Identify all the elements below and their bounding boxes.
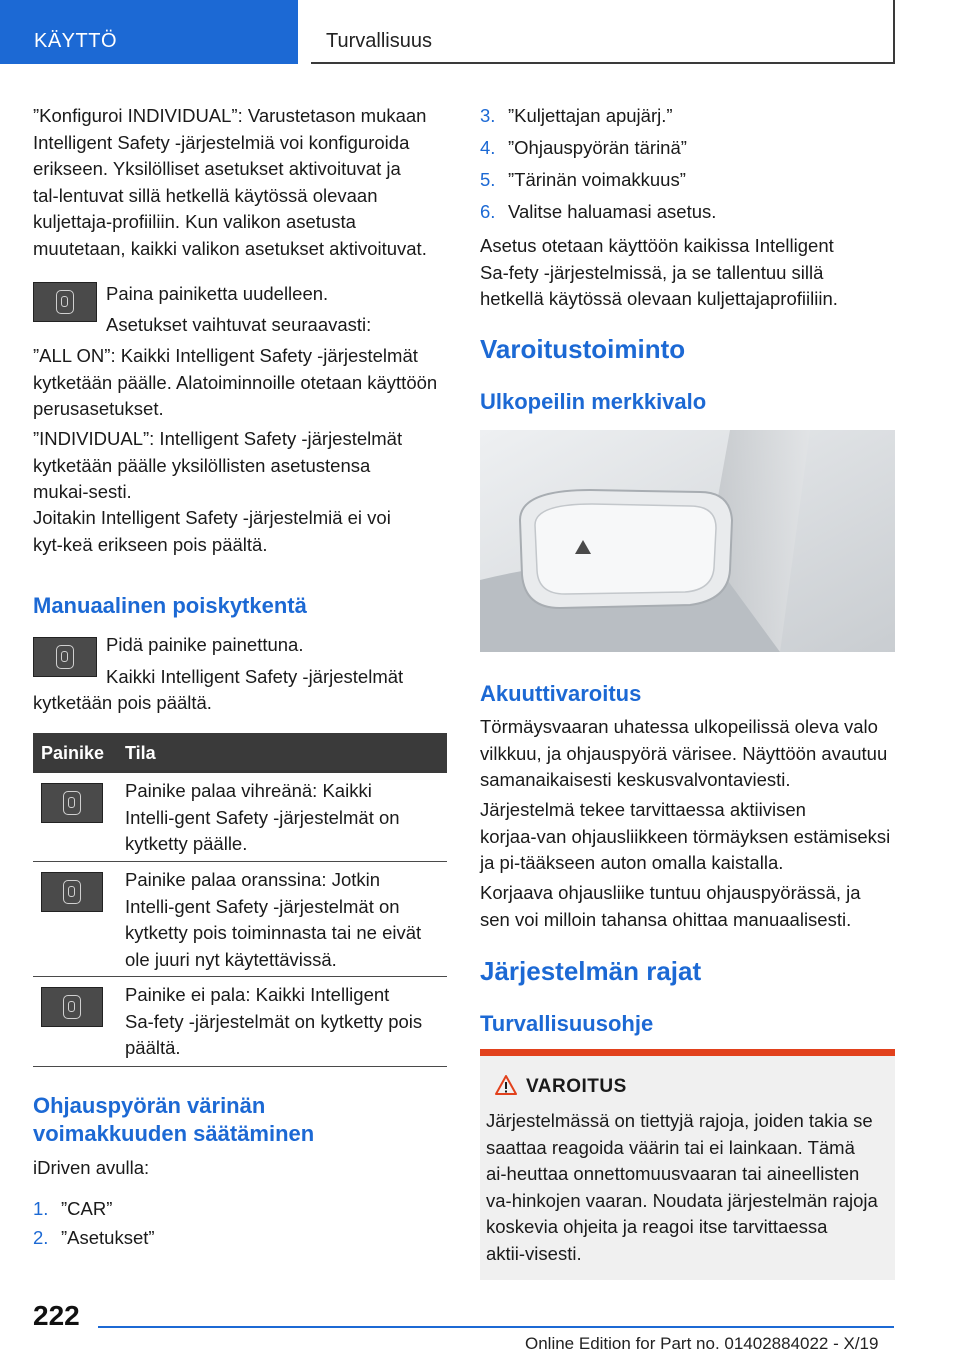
footer-edition: Online Edition for Part no. 01402884022 - X/19 [525,1334,879,1353]
step-number: 3. [480,105,496,126]
system-limits-heading: Järjestelmän rajat [480,956,702,986]
warning-bar [480,1049,895,1056]
table-cell-state: Painike palaa oranssina: Jotkin Intelli‑gent Safety ‑järjestelmät on kytketty pois toiminnasta tai ne eivät ole juuri nyt käytettävissä. [125,869,422,970]
safety-note-heading: Turvallisuusohje [480,1011,654,1036]
all-off-text-b: kytketään pois päältä. [33,692,212,713]
table-col-button: Painike [41,743,105,763]
header-section-tab [0,0,298,64]
table-cell-state: Painike ei pala: Kaikki Intelligent Sa‑fety ‑järjestelmät on kytketty pois päältä. [125,984,423,1058]
warning-title: VAROITUS [526,1076,627,1097]
table-col-state: Tila [125,743,156,763]
setting-applied-paragraph: Asetus otetaan käyttöön kaikissa Intelligent Sa‑fety ‑järjestelmissä, ja se tallentuu sillä hetkellä käytössä olevaan kuljettajaprofiiliin. [480,235,838,309]
step-item [480,135,687,162]
header-title-box [311,0,895,64]
step-text: ”Asetukset” [61,1227,155,1248]
press-again-text: Paina painiketta uudelleen. [106,283,329,304]
header-section-label: KÄYTTÖ [34,30,118,52]
acute-paragraph-3: Korjaava ohjausliike tuntuu ohjauspyörässä, ja sen voi milloin tahansa ohittaa manuaalisesti. [480,882,861,930]
step-text: ”CAR” [61,1198,113,1219]
intro-paragraph: ”Konfiguroi INDIVIDUAL”: Varustetason mukaan Intelligent Safety ‑järjestelmiä voi konfiguroida erikseen. Yksilölliset asetukset aktivoituvat ja tal‑lentuvat sillä hetkellä käytössä olevaan kuljettaja‑profiiliin. Kun valikon asetusta muutetaan, kaikki valikon asetukset aktivoituvat. [33,105,427,259]
acute-paragraph-1: Törmäysvaaran uhatessa ulkopeilissä oleva valo vilkkuu, ja ohjauspyörä värisee. Näyttöön avautuu samanaikaisesti keskusvalvontaviesti. [480,716,888,790]
step-number: 2. [33,1227,49,1248]
step-item [480,167,686,194]
step-text: Valitse haluamasi asetus. [508,201,717,222]
hold-button-text: Pidä painike painettuna. [106,634,304,655]
idrive-text: iDriven avulla: [33,1157,150,1178]
warning-text: Järjestelmässä on tiettyjä rajoja, joiden takia se saattaa reagoida väärin tai ei lainkaan. Tämä ai‑heuttaa onnettomuusvaaran tai aineellisten va‑hinkojen vaaran. Noudata järjestelmän rajoja koskevia ohjeita ja reagoi itse tarvittaessa aktii‑visesti. [486,1110,878,1264]
side-mirror-illustration [480,430,895,652]
acute-warning-heading: Akuuttivaroitus [480,681,642,706]
step-number: 1. [33,1198,49,1219]
header-title: Turvallisuus [326,30,432,52]
mirror-light-heading: Ulkopeilin merkkivalo [480,389,707,414]
step-item [480,199,716,226]
safety-button-icon [33,282,97,322]
settings-change-text: Asetukset vaihtuvat seuraavasti: [106,314,372,335]
warning-triangle-icon [494,1074,518,1096]
warning-box [480,1056,895,1280]
safety-button-icon [41,987,103,1027]
table-row [33,773,447,862]
step-text: ”Kuljettajan apujärj.” [508,105,673,126]
step-text: ”Ohjauspyörän tärinä” [508,137,687,158]
safety-button-icon [41,872,103,912]
step-item [33,1196,112,1223]
step-number: 5. [480,169,496,190]
some-systems-paragraph: Joitakin Intelligent Safety ‑järjestelmiä ei voi kyt‑keä erikseen pois päältä. [33,507,391,555]
table-row [33,862,447,977]
step-number: 4. [480,137,496,158]
safety-button-icon [33,637,97,677]
acute-paragraph-2: Järjestelmä tekee tarvittaessa aktiivisen korjaa‑van ohjausliikkeen törmäyksen estämiseksi ja pi‑tääkseen auton omalla kaistalla. [480,799,891,873]
safety-button-icon [41,783,103,823]
table-cell-state: Painike palaa vihreänä: Kaikki Intelli‑gent Safety ‑järjestelmät on kytketty päälle. [125,780,400,854]
table-row [33,977,447,1067]
individual-paragraph: ”INDIVIDUAL”: Intelligent Safety ‑järjestelmät kytketään päälle yksilöllisten asetustensa mukai‑sesti. [33,428,403,502]
step-number: 6. [480,201,496,222]
page-number: 222 [33,1300,80,1331]
manual-heading: Manuaalinen poiskytkentä [33,593,307,618]
vibration-heading: Ohjauspyörän värinän voimakkuuden säätäminen [33,1093,315,1146]
warning-function-heading: Varoitustoiminto [480,334,686,364]
table-header [33,733,447,773]
all-off-text-a: Kaikki Intelligent Safety ‑järjestelmät [106,666,404,687]
step-item [480,103,673,130]
footer-divider [98,1326,894,1328]
all-on-paragraph: ”ALL ON”: Kaikki Intelligent Safety ‑järjestelmät kytketään päälle. Alatoiminnoille otetaan käyttöön perusasetukset. [33,345,438,419]
step-item [33,1225,155,1252]
step-text: ”Tärinän voimakkuus” [508,169,686,190]
